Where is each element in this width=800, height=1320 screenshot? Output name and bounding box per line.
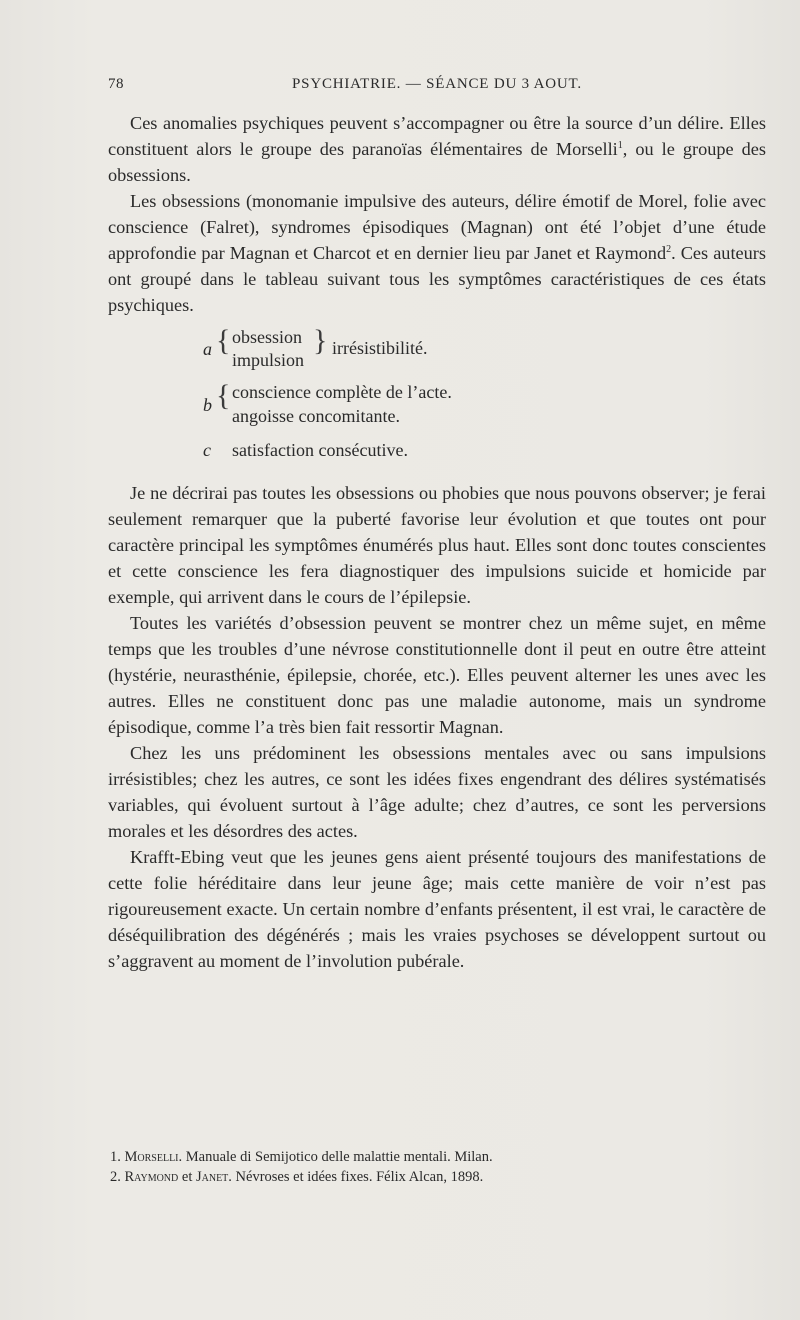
running-title: PSYCHIATRIE. — SÉANCE DU 3 AOUT. bbox=[292, 76, 582, 92]
scheme-obsession: obsession bbox=[232, 327, 303, 347]
footnotes bbox=[108, 1147, 766, 1187]
footnote-ref-2: 2 bbox=[666, 243, 672, 255]
paragraph-5: Chez les uns prédominent les obsessions mentales avec ou sans impulsions irrésistibles; chez les autres, ce sont les idées fixes engendrant des délires systématisés variables, qui évoluent surtout à l’âge adulte; chez d’autres, ce sont les perversions morales et les désordres des actes. bbox=[108, 743, 766, 841]
scheme-impulsion: impulsion bbox=[232, 350, 305, 370]
page-header bbox=[108, 76, 766, 98]
footnote-author: Raymond bbox=[124, 1169, 179, 1185]
scheme-label-a: a bbox=[203, 339, 212, 359]
footnote-ref-1: 1 bbox=[617, 139, 623, 151]
symptom-table bbox=[108, 322, 766, 472]
paragraph-3: Je ne décrirai pas toutes les obsessions ou phobies que nous pouvons observer; je ferai seulement remarquer que la puberté favorise leur évolution et que toutes ont pour caractère principal les symptômes énumérés plus haut. Elles sont donc toutes conscientes et cette conscience les fera diagnostiquer des impulsions suicide et homicide par exemple, qui arrivent dans le cours de l’épilepsie. bbox=[108, 483, 766, 607]
scheme-satisfaction: satisfaction consécutive. bbox=[232, 440, 408, 460]
footnote-1: 1. Morselli. Manuale di Semijotico delle malattie mentali. Milan. bbox=[110, 1149, 493, 1165]
body-text bbox=[108, 110, 766, 974]
left-brace-icon: { bbox=[216, 324, 231, 357]
paragraph-2: Les obsessions (monomanie impulsive des auteurs, délire émotif de Morel, folie avec conscience (Falret), syndromes épisodiques (Magnan) ont été l’objet d’une étude approfondie par Magnan et Charcot et en dernier lieu par Janet et Raymond$^2$. Ces auteurs ont groupé dans le tableau suivant tous les symptômes caractéristiques de ces états psychiques. bbox=[108, 191, 766, 315]
scheme-label-b: b bbox=[203, 395, 212, 415]
footnote-author: Morselli. bbox=[124, 1149, 183, 1165]
right-brace-icon: } bbox=[313, 324, 328, 357]
scheme-conscience: conscience complète de l’acte. bbox=[232, 382, 452, 402]
left-brace-icon: { bbox=[216, 379, 231, 412]
paragraph-4: Toutes les variétés d’obsession peuvent se montrer chez un même sujet, en même temps que les troubles d’une névrose constitutionnelle dont il peut en outre être atteint (hystérie, neurasthénie, épilepsie, chorée, etc.). Elles peuvent alterner les unes avec les autres. Elles ne constituent donc pas une maladie autonome, mais un syndrome épisodique, comme l’a très bien fait ressortir Magnan. bbox=[108, 613, 766, 737]
scheme-label-c: c bbox=[203, 440, 211, 460]
paragraph-1: Ces anomalies psychiques peuvent s’accompagner ou être la source d’un délire. Elles constituent alors le groupe des paranoïas élémentaires de Morselli$^1$, ou le groupe des obsessions. bbox=[108, 113, 766, 185]
footnote-2: 2. Raymond et Janet. Névroses et idées fixes. Félix Alcan, 1898. bbox=[110, 1169, 484, 1185]
page-number: 78 bbox=[108, 76, 124, 92]
footnote-author: Janet. bbox=[195, 1169, 232, 1185]
scheme-angoisse: angoisse concomitante. bbox=[232, 406, 400, 426]
scheme-irresistibilite: irrésistibilité. bbox=[332, 338, 428, 358]
paragraph-6: Krafft-Ebing veut que les jeunes gens aient présenté toujours des manifestations de cette folie héréditaire dans leur jeune âge; mais cette manière de voir n’est pas rigoureusement exacte. Un certain nombre d’enfants présentent, il est vrai, le caractère de déséquilibration des dégénérés ; mais les vraies psychoses se développent surtout ou s’aggravent au moment de l’involution pubérale. bbox=[108, 847, 766, 971]
